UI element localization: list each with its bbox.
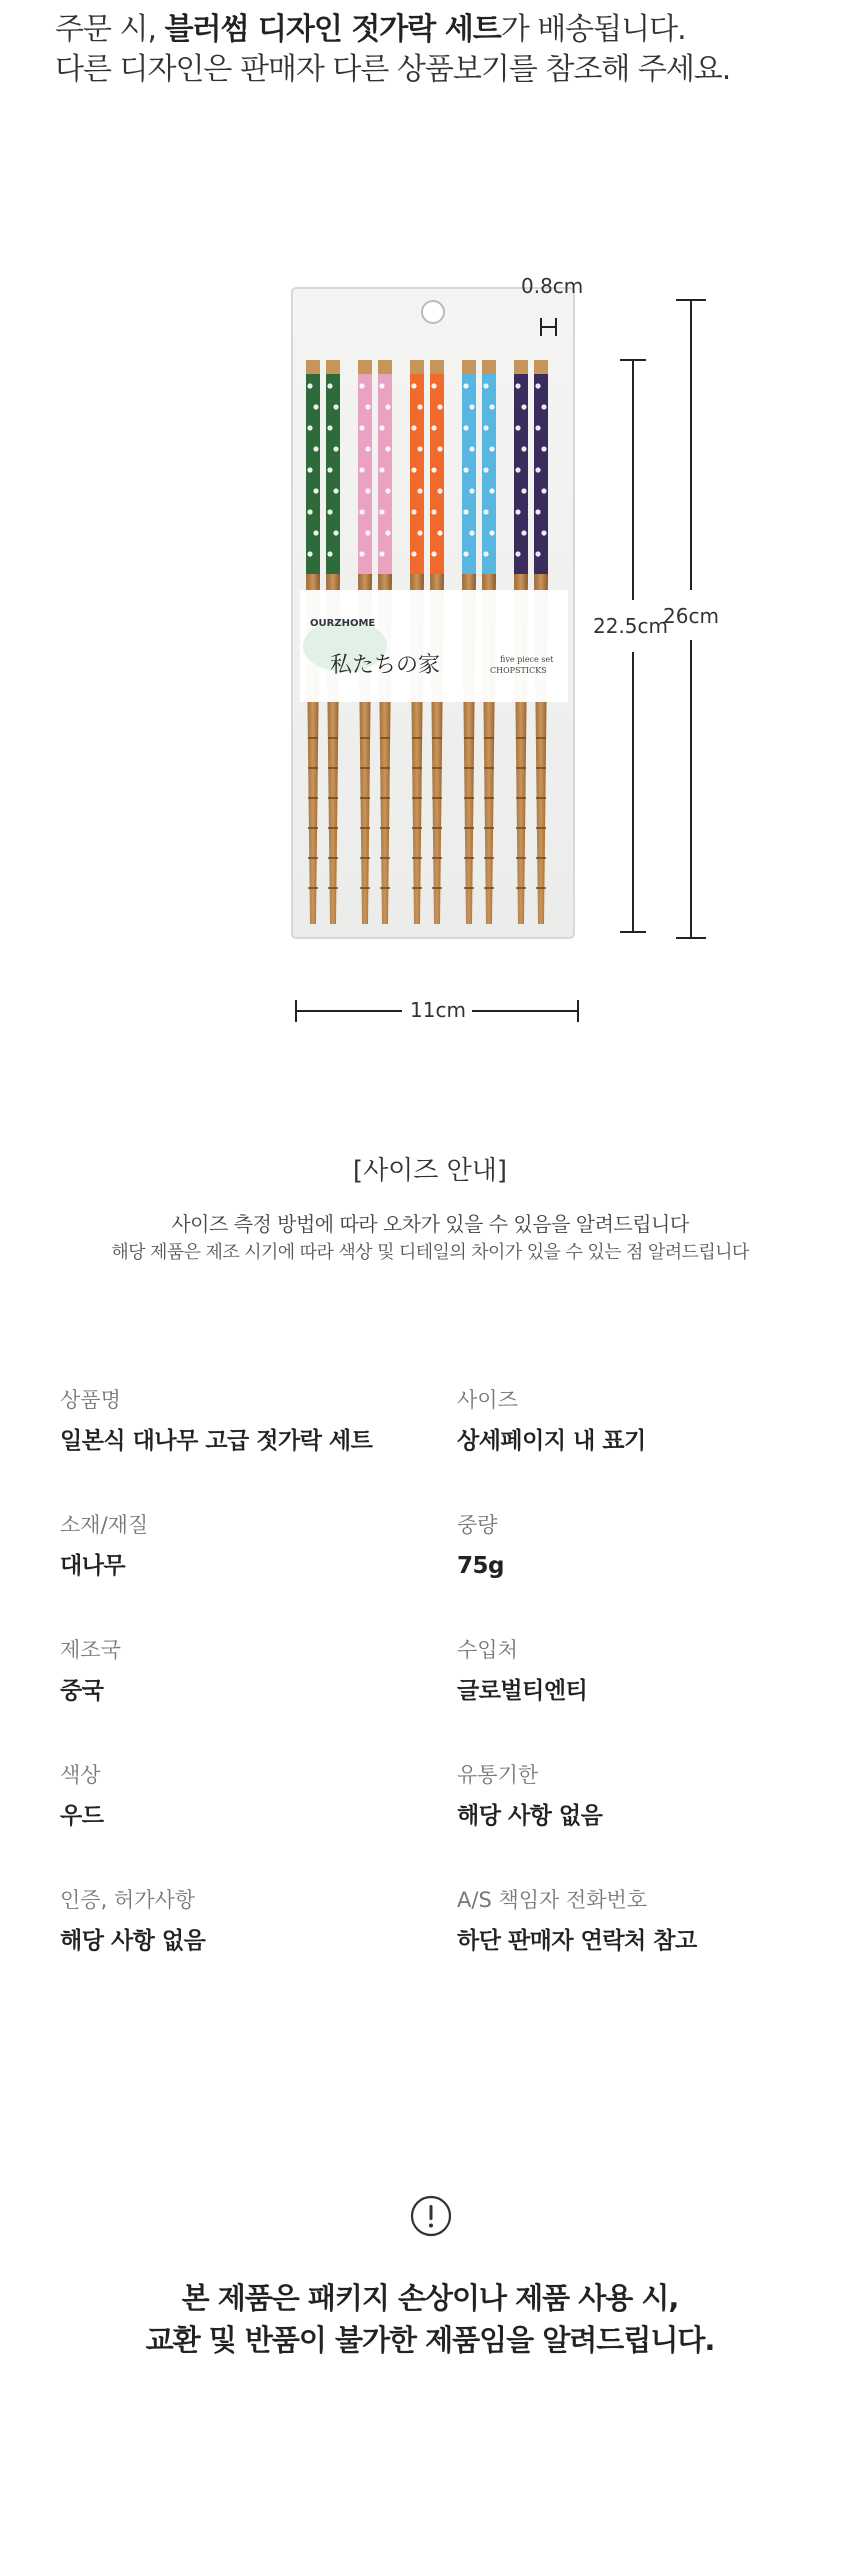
blossom-dot <box>307 425 312 430</box>
blossom-dot <box>359 425 364 430</box>
package-length-label: 26cm <box>663 604 719 628</box>
blossom-dot <box>535 509 540 514</box>
blossom-dot <box>521 488 526 493</box>
blossom-dot <box>541 530 546 535</box>
blossom-dot <box>437 404 442 409</box>
notice-product-name: 블러썸 디자인 젓가락 세트 <box>164 12 501 47</box>
blossom-dot <box>365 404 370 409</box>
blossom-dot <box>431 467 436 472</box>
blossom-dot <box>411 425 416 430</box>
size-guide-line-1: 사이즈 측정 방법에 따라 오차가 있을 수 있음을 알려드립니다 <box>171 1212 689 1236</box>
blossom-dot <box>489 404 494 409</box>
spec-color <box>60 1760 440 1832</box>
blossom-dot <box>365 530 370 535</box>
blossom-dot <box>359 383 364 388</box>
blossom-dot <box>313 404 318 409</box>
spec-size <box>457 1385 837 1457</box>
blossom-dot <box>359 467 364 472</box>
blossom-dot <box>489 446 494 451</box>
warning-message <box>0 2277 860 2361</box>
product-figure <box>0 260 860 1050</box>
chopstick-handle <box>378 374 392 574</box>
blossom-dot <box>385 488 390 493</box>
size-guide-line-2: 해당 제품은 제조 시기에 따라 색상 및 디테일의 차이가 있을 수 있는 점 알려드립니다 <box>111 1242 749 1263</box>
blossom-dot <box>489 488 494 493</box>
spec-value: 글로벌티엔티 <box>457 1678 588 1704</box>
blossom-dot <box>333 488 338 493</box>
width-label: 11cm <box>410 998 466 1022</box>
spec-value: 일본식 대나무 고급 젓가락 세트 <box>60 1428 373 1454</box>
spec-label: 인증, 허가사항 <box>60 1888 196 1912</box>
blossom-dot <box>515 425 520 430</box>
spec-value: 상세페이지 내 표기 <box>457 1428 646 1454</box>
blossom-dot <box>483 509 488 514</box>
blossom-dot <box>327 509 332 514</box>
spec-label: 상품명 <box>60 1388 121 1412</box>
blossom-dot <box>515 509 520 514</box>
chopstick-handle <box>514 374 528 574</box>
spec-value: 우드 <box>60 1803 104 1829</box>
blossom-dot <box>431 509 436 514</box>
blossom-dot <box>483 551 488 556</box>
blossom-dot <box>541 446 546 451</box>
blossom-dot <box>385 446 390 451</box>
blossom-dot <box>463 383 468 388</box>
blossom-dot <box>327 425 332 430</box>
blossom-dot <box>385 530 390 535</box>
chopstick-cap <box>430 360 444 374</box>
blossom-dot <box>483 383 488 388</box>
spec-label: 제조국 <box>60 1638 121 1662</box>
blossom-dot <box>313 488 318 493</box>
blossom-dot <box>541 488 546 493</box>
blossom-dot <box>307 551 312 556</box>
spec-value: 대나무 <box>60 1553 126 1579</box>
blossom-dot <box>437 446 442 451</box>
blossom-dot <box>521 446 526 451</box>
blossom-dot <box>417 488 422 493</box>
spec-label: 색상 <box>60 1763 101 1787</box>
blossom-dot <box>535 425 540 430</box>
blossom-dot <box>521 404 526 409</box>
blossom-dot <box>469 446 474 451</box>
blossom-dot <box>437 530 442 535</box>
blossom-dot <box>483 467 488 472</box>
blossom-dot <box>463 509 468 514</box>
spec-country <box>60 1635 440 1707</box>
chopstick-cap <box>358 360 372 374</box>
chopstick-cap <box>326 360 340 374</box>
blossom-dot <box>417 404 422 409</box>
spec-label: 수입처 <box>457 1638 518 1662</box>
blossom-dot <box>431 383 436 388</box>
package-caption-bottom: CHOPSTICKS <box>490 666 547 675</box>
blossom-dot <box>417 446 422 451</box>
spec-label: 소재/재질 <box>60 1513 149 1537</box>
blossom-dot <box>489 530 494 535</box>
blossom-dot <box>359 551 364 556</box>
spec-label: A/S 책임자 전화번호 <box>457 1888 648 1912</box>
chopstick-handle <box>482 374 496 574</box>
notice-line-2: 다른 디자인은 판매자 다른 상품보기를 참조해 주세요. <box>55 52 731 87</box>
blossom-dot <box>327 551 332 556</box>
blossom-dot <box>385 404 390 409</box>
blossom-dot <box>359 509 364 514</box>
chopstick-cap <box>482 360 496 374</box>
blossom-dot <box>463 467 468 472</box>
size-guide <box>0 1150 860 1267</box>
blossom-dot <box>521 530 526 535</box>
blossom-dot <box>379 383 384 388</box>
hang-hole <box>422 301 444 323</box>
chopstick-cap <box>378 360 392 374</box>
package-brand: OURZHOME <box>310 618 376 629</box>
blossom-dot <box>307 467 312 472</box>
spec-value: 해당 사항 없음 <box>457 1803 603 1829</box>
spec-value: 하단 판매자 연락처 참고 <box>457 1928 697 1954</box>
warning-line-2: 교환 및 반품이 불가한 제품임을 알려드립니다. <box>145 2323 715 2357</box>
chopstick-handle <box>430 374 444 574</box>
blossom-dot <box>313 446 318 451</box>
chopstick-handle <box>358 374 372 574</box>
spec-value: 중국 <box>60 1678 104 1704</box>
blossom-dot <box>469 530 474 535</box>
blossom-dot <box>515 383 520 388</box>
chopstick-cap <box>514 360 528 374</box>
chopstick-handle <box>306 374 320 574</box>
spec-expiry <box>457 1760 837 1832</box>
exclamation-circle-icon <box>410 2195 452 2237</box>
size-guide-title: [사이즈 안내] <box>352 1156 508 1186</box>
blossom-dot <box>437 488 442 493</box>
product-image <box>0 260 860 1050</box>
chopstick-handle <box>534 374 548 574</box>
package-script: 私たちの家 <box>330 653 441 678</box>
blossom-dot <box>463 425 468 430</box>
spec-importer <box>457 1635 837 1707</box>
package-caption-top: five piece set <box>500 655 554 664</box>
chopstick-length-label: 22.5cm <box>593 614 669 638</box>
blossom-dot <box>379 509 384 514</box>
blossom-dot <box>313 530 318 535</box>
blossom-dot <box>411 509 416 514</box>
spec-certification <box>60 1885 440 1957</box>
blossom-dot <box>535 551 540 556</box>
notice-line-1: 주문 시, 블러썸 디자인 젓가락 세트가 배송됩니다. <box>55 12 686 47</box>
spec-material <box>60 1510 440 1582</box>
blossom-dot <box>307 509 312 514</box>
warning-line-1: 본 제품은 패키지 손상이나 제품 사용 시, <box>181 2281 679 2315</box>
top-notice <box>55 10 835 90</box>
spec-product-name <box>60 1385 440 1457</box>
blossom-dot <box>365 446 370 451</box>
blossom-dot <box>365 488 370 493</box>
blossom-dot <box>535 467 540 472</box>
blossom-dot <box>379 467 384 472</box>
spec-label: 사이즈 <box>457 1388 518 1412</box>
chopstick-cap <box>534 360 548 374</box>
blossom-dot <box>379 425 384 430</box>
blossom-dot <box>411 467 416 472</box>
chopstick-handle <box>462 374 476 574</box>
chopstick-handle <box>410 374 424 574</box>
blossom-dot <box>333 404 338 409</box>
spec-label: 중량 <box>457 1513 498 1537</box>
spec-value: 해당 사항 없음 <box>60 1928 206 1954</box>
blossom-dot <box>541 404 546 409</box>
chopstick-cap <box>306 360 320 374</box>
spec-weight <box>457 1510 837 1582</box>
blossom-dot <box>483 425 488 430</box>
blossom-dot <box>431 551 436 556</box>
blossom-dot <box>469 404 474 409</box>
chopstick-cap <box>410 360 424 374</box>
blossom-dot <box>535 383 540 388</box>
blossom-dot <box>431 425 436 430</box>
blossom-dot <box>379 551 384 556</box>
chopstick-cap <box>462 360 476 374</box>
spec-as-contact <box>457 1885 837 1957</box>
spec-value: 75g <box>457 1553 504 1579</box>
blossom-dot <box>411 551 416 556</box>
blossom-dot <box>307 383 312 388</box>
blossom-dot <box>463 551 468 556</box>
blossom-dot <box>327 467 332 472</box>
blossom-dot <box>417 530 422 535</box>
blossom-dot <box>515 551 520 556</box>
blossom-dot <box>327 383 332 388</box>
chopstick-handle <box>326 374 340 574</box>
spec-label: 유통기한 <box>457 1763 539 1787</box>
blossom-dot <box>333 530 338 535</box>
thickness-label: 0.8cm <box>521 274 584 298</box>
blossom-dot <box>411 383 416 388</box>
blossom-dot <box>515 467 520 472</box>
blossom-dot <box>333 446 338 451</box>
blossom-dot <box>469 488 474 493</box>
